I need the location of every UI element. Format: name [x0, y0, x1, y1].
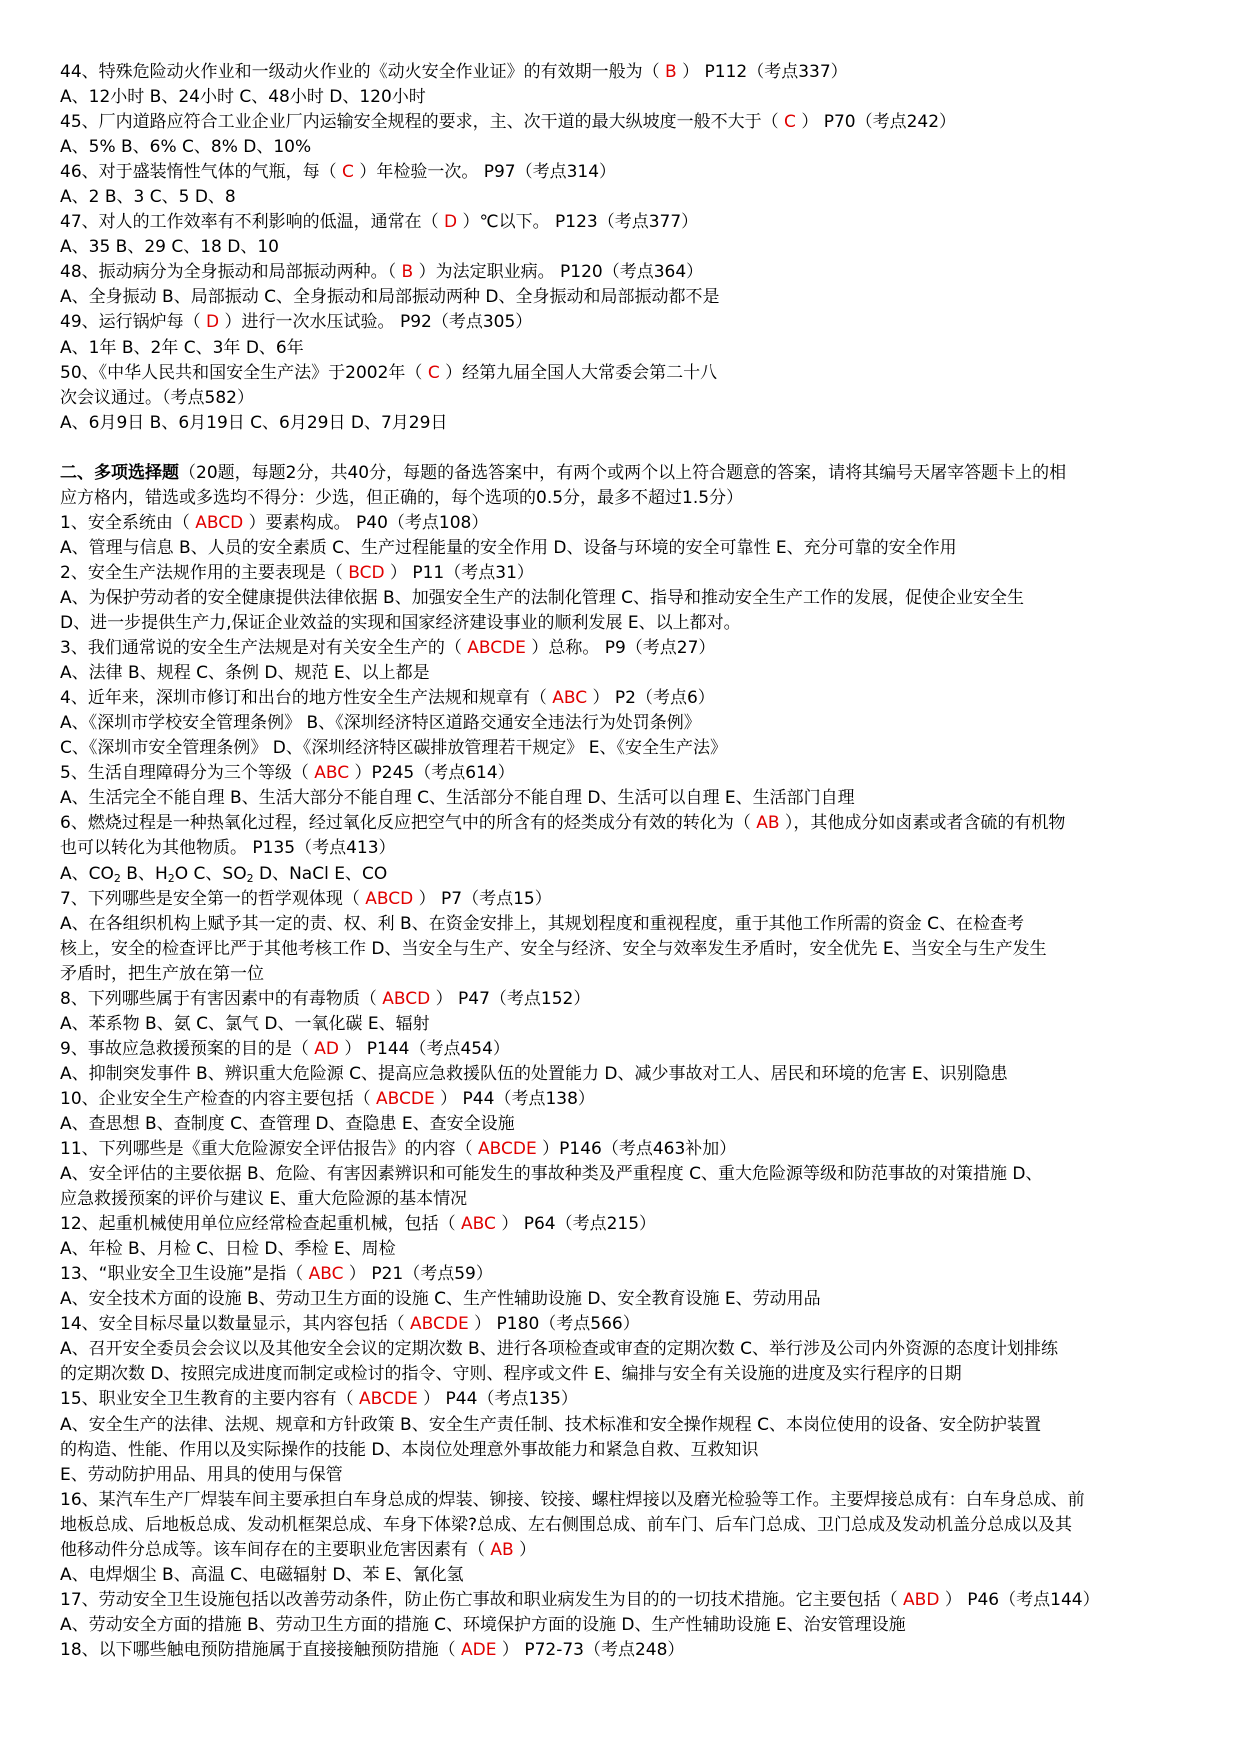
text-segment: （20题，每题2分，共40分，每题的备选答案中，有两个或两个以上符合题意的答案，请将其编号天屠宰答题卡上的相: [179, 462, 1067, 483]
text-segment: A、召开安全委员会会议以及其他安全会议的定期次数 B、进行各项检查或审查的定期次数 C、举行涉及公司内外资源的态度计划排练: [60, 1339, 1058, 1360]
text-segment: 16、某汽车生产厂焊装车间主要承担白车身总成的焊装、铆接、铰接、螺柱焊接以及磨光检验等工作。主要焊接总成有：白车身总成、前: [60, 1489, 1085, 1510]
text-line: [60, 887, 1200, 912]
text-line: [60, 1112, 1200, 1137]
answer-key: B: [401, 262, 414, 283]
answer-key: ABCDE: [359, 1389, 418, 1410]
answer-key: C: [427, 362, 440, 383]
text-line: [60, 110, 1200, 135]
text-segment: 11、下列哪些是《重大危险源安全评估报告》的内容（: [60, 1139, 479, 1160]
text-line: [60, 636, 1200, 661]
text-line: [60, 511, 1200, 536]
text-segment: A、安全技术方面的设施 B、劳动卫生方面的设施 C、生产性辅助设施 D、安全教育设施 E、劳动用品: [60, 1289, 821, 1310]
text-line: [60, 1513, 1200, 1538]
text-line: [60, 661, 1200, 686]
text-segment: 的构造、性能、作用以及实际操作的技能 D、本岗位处理意外事故能力和紧急自救、互救知识: [60, 1439, 759, 1460]
text-line: [60, 1212, 1200, 1237]
text-line: [60, 761, 1200, 786]
text-segment: E、劳动防护用品、用具的使用与保管: [60, 1464, 343, 1485]
text-line: [60, 461, 1200, 486]
text-segment: A、年检 B、月检 C、日检 D、季检 E、周检: [60, 1239, 396, 1260]
text-line: [60, 285, 1200, 310]
text-segment: A、法律 B、规程 C、条例 D、规范 E、以上都是: [60, 663, 430, 684]
text-segment: A、安全生产的法律、法规、规章和方针政策 B、安全生产责任制、技术标准和安全操作规程 C、本岗位使用的设备、安全防护装置: [60, 1414, 1041, 1435]
text-segment: 9、事故应急救援预案的目的是（: [60, 1038, 315, 1059]
text-segment: 核上，安全的检查评比严于其他考核工作 D、当安全与生产、安全与经济、安全与效率发生矛盾时，安全优先 E、当安全与生产发生: [60, 938, 1047, 959]
text-segment: ） P70（考点242）: [795, 112, 957, 133]
text-line: [60, 185, 1200, 210]
text-segment: 14、安全目标尽量以数量显示，其内容包括（: [60, 1314, 411, 1335]
answer-key: ABC: [461, 1214, 496, 1235]
text-line: [60, 611, 1200, 636]
answer-key: ABCDE: [376, 1088, 435, 1109]
text-segment: A、2 B、3 C、5 D、8: [60, 187, 236, 208]
text-segment: 18、以下哪些触电预防措施属于直接接触预防措施（: [60, 1639, 462, 1660]
text-segment: C、《深圳市安全管理条例》 D、《深圳经济特区碳排放管理若干规定》 E、《安全生产法》: [60, 738, 728, 759]
text-line: [60, 1137, 1200, 1162]
document-page: [60, 60, 1200, 1663]
text-segment: 他移动件分总成等。该车间存在的主要职业危害因素有（: [60, 1539, 491, 1560]
text-line: [60, 486, 1200, 511]
text-segment: A、管理与信息 B、人员的安全素质 C、生产过程能量的安全作用 D、设备与环境的安全可靠性 E、充分可靠的安全作用: [60, 537, 957, 558]
text-segment: ） P144（考点454）: [338, 1038, 510, 1059]
text-line: [60, 135, 1200, 160]
text-segment: ）总称。 P9（考点27）: [525, 638, 716, 659]
text-segment: ）年检验一次。 P97（考点314）: [353, 162, 617, 183]
text-line: [60, 1413, 1200, 1438]
answer-key: ABCDE: [467, 638, 526, 659]
text-segment: 17、劳动安全卫生设施包括以改善劳动条件，防止伤亡事故和职业病发生为目的的一切技术措施。它主要包括（: [60, 1589, 904, 1610]
text-line: [60, 811, 1200, 836]
text-segment: 2、安全生产法规作用的主要表现是（: [60, 562, 349, 583]
subscript: 2: [113, 871, 121, 885]
text-line: [60, 1262, 1200, 1287]
text-line: [60, 937, 1200, 962]
text-segment: ）: [513, 1539, 537, 1560]
text-segment: A、劳动安全方面的措施 B、劳动卫生方面的措施 C、环境保护方面的设施 D、生产性辅助设施 E、治安管理设施: [60, 1614, 906, 1635]
answer-key: ABCDE: [478, 1139, 537, 1160]
answer-key: BCD: [348, 562, 385, 583]
text-line: [60, 586, 1200, 611]
text-segment: 6、燃烧过程是一种热氧化过程，经过氧化反应把空气中的所含有的烃类成分有效的转化为（: [60, 813, 757, 834]
text-segment: 也可以转化为其他物质。 P135（考点413）: [60, 838, 396, 859]
answer-key: ABC: [308, 1264, 344, 1285]
text-segment: 的定期次数 D、按照完成进度而制定或检讨的指令、守则、程序或文件 E、编排与安全有关设施的进度及实行程序的日期: [60, 1364, 962, 1385]
text-segment: ） P72-73（考点248）: [496, 1639, 685, 1660]
text-line: [60, 786, 1200, 811]
text-segment: ） P64（考点215）: [495, 1214, 657, 1235]
text-segment: ）P146（考点463补加）: [536, 1139, 737, 1160]
text-segment: A、6月9日 B、6月19日 C、6月29日 D、7月29日: [60, 412, 448, 433]
text-segment: 48、振动病分为全身振动和局部振动两种。（: [60, 262, 402, 283]
text-segment: 13、“职业安全卫生设施”是指（: [60, 1264, 309, 1285]
text-line: [60, 987, 1200, 1012]
text-segment: A、12小时 B、24小时 C、48小时 D、120小时: [60, 87, 426, 108]
answer-key: AB: [756, 813, 780, 834]
text-line: [60, 336, 1200, 361]
text-segment: 15、职业安全卫生教育的主要内容有（: [60, 1389, 360, 1410]
text-segment: 50、《中华人民共和国安全生产法》于2002年（: [60, 362, 428, 383]
text-segment: ）为法定职业病。 P120（考点364）: [413, 262, 704, 283]
text-line: [60, 1563, 1200, 1588]
answer-key: C: [784, 112, 796, 133]
text-segment: ），其他成分如卤素或者含硫的有机物: [779, 813, 1066, 834]
text-segment: ） P7（考点15）: [413, 888, 552, 909]
text-line: [60, 411, 1200, 436]
text-segment: ）℃以下。 P123（考点377）: [457, 212, 699, 233]
subscript: 2: [167, 871, 175, 885]
text-segment: ） P11（考点31）: [384, 562, 534, 583]
text-segment: D、NaCl E、CO: [253, 863, 388, 884]
blank-line: [60, 436, 1200, 461]
text-segment: 44、特殊危险动火作业和一级动火作业的《动火安全作业证》的有效期一般为（: [60, 62, 666, 82]
text-segment: 次会议通过。（考点582）: [60, 387, 254, 408]
text-segment: A、抑制突发事件 B、辨识重大危险源 C、提高应急救援队伍的处置能力 D、减少事故对工人、居民和环境的危害 E、识别隐患: [60, 1063, 1008, 1084]
text-line: [60, 1488, 1200, 1513]
text-line: [60, 1438, 1200, 1463]
text-line: [60, 686, 1200, 711]
text-line: [60, 862, 1200, 887]
text-line: [60, 561, 1200, 586]
text-segment: 应急救援预案的评价与建议 E、重大危险源的基本情况: [60, 1189, 468, 1210]
text-segment: ） P180（考点566）: [468, 1314, 640, 1335]
text-segment: ） P2（考点6）: [587, 688, 715, 709]
text-line: [60, 1162, 1200, 1187]
text-segment: B、H: [120, 863, 168, 884]
text-segment: O C、SO: [174, 863, 247, 884]
text-segment: ） P44（考点138）: [434, 1088, 595, 1109]
text-segment: 4、近年来，深圳市修订和出台的地方性安全生产法规和规章有（: [60, 688, 553, 709]
text-segment: 45、厂内道路应符合工业企业厂内运输安全规程的要求，主、次干道的最大纵坡度一般不大于（: [60, 112, 785, 133]
text-segment: 12、起重机械使用单位应经常检查起重机械，包括（: [60, 1214, 462, 1235]
text-line: [60, 1062, 1200, 1087]
answer-key: ABC: [314, 763, 350, 784]
text-segment: 8、下列哪些属于有害因素中的有毒物质（: [60, 988, 383, 1009]
text-line: [60, 1337, 1200, 1362]
answer-key: C: [342, 162, 354, 183]
text-line: [60, 711, 1200, 736]
subscript: 2: [246, 871, 254, 885]
text-line: [60, 536, 1200, 561]
text-line: [60, 1613, 1200, 1638]
text-line: [60, 235, 1200, 260]
text-line: [60, 1087, 1200, 1112]
text-line: [60, 1287, 1200, 1312]
text-segment: A、《深圳市学校安全管理条例》 B、《深圳经济特区道路交通安全违法行为处罚条例》: [60, 713, 701, 734]
text-segment: A、生活完全不能自理 B、生活大部分不能自理 C、生活部分不能自理 D、生活可以自理 E、生活部门自理: [60, 788, 855, 809]
text-segment: A、35 B、29 C、18 D、10: [60, 237, 279, 258]
text-segment: ） P21（考点59）: [343, 1264, 493, 1285]
text-segment: ）经第九届全国人大常委会第二十八: [439, 362, 718, 383]
answer-key: AD: [314, 1038, 339, 1059]
text-line: [60, 1037, 1200, 1062]
answer-key: ABC: [552, 688, 588, 709]
answer-key: AB: [490, 1539, 514, 1560]
text-segment: A、在各组织机构上赋予其一定的责、权、利 B、在资金安排上，其规划程度和重视程度，重于其他工作所需的资金 C、在检查考: [60, 913, 1024, 934]
text-segment: A、查思想 B、查制度 C、查管理 D、查隐患 E、查安全设施: [60, 1113, 515, 1134]
text-line: [60, 1538, 1200, 1563]
text-line: [60, 60, 1200, 85]
text-segment: 3、我们通常说的安全生产法规是对有关安全生产的（: [60, 638, 468, 659]
text-segment: 49、运行锅炉每（: [60, 312, 207, 333]
text-line: [60, 1638, 1200, 1663]
text-segment: ）P245（考点614）: [349, 763, 515, 784]
answer-key: B: [665, 62, 677, 82]
text-line: [60, 160, 1200, 185]
text-line: [60, 912, 1200, 937]
text-line: [60, 361, 1200, 386]
answer-key: ABCD: [195, 512, 244, 533]
text-segment: 矛盾时，把生产放在第一位: [60, 963, 264, 984]
answer-key: ABCD: [382, 988, 431, 1009]
text-segment: 应方格内，错选或多选均不得分：少选，但正确的，每个选项的0.5分，最多不超过1.5分）: [60, 487, 744, 508]
text-line: [60, 1237, 1200, 1262]
text-line: [60, 1588, 1200, 1613]
text-line: [60, 1187, 1200, 1212]
answer-key: D: [206, 312, 220, 333]
text-line: [60, 1463, 1200, 1488]
text-segment: ） P47（考点152）: [430, 988, 591, 1009]
text-segment: A、电焊烟尘 B、高温 C、电磁辐射 D、苯 E、氰化氢: [60, 1564, 464, 1585]
text-line: [60, 210, 1200, 235]
answer-key: ABCDE: [410, 1314, 469, 1335]
text-segment: ） P112（考点337）: [676, 62, 848, 82]
text-segment: 10、企业安全生产检查的内容主要包括（: [60, 1088, 377, 1109]
answer-key: ABCD: [365, 888, 414, 909]
text-line: [60, 736, 1200, 761]
text-segment: 46、对于盛装惰性气体的气瓶，每（: [60, 162, 343, 183]
text-segment: A、CO: [60, 863, 114, 884]
text-line: [60, 962, 1200, 987]
text-line: [60, 386, 1200, 411]
text-segment: A、苯系物 B、氨 C、氯气 D、一氧化碳 E、辐射: [60, 1013, 430, 1034]
text-segment: 47、对人的工作效率有不利影响的低温，通常在（: [60, 212, 445, 233]
answer-key: ABD: [903, 1589, 940, 1610]
text-segment: 7、下列哪些是安全第一的哲学观体现（: [60, 888, 366, 909]
text-line: [60, 85, 1200, 110]
text-segment: 1、安全系统由（: [60, 512, 196, 533]
text-line: [60, 1012, 1200, 1037]
answer-key: D: [444, 212, 458, 233]
answer-key: ADE: [461, 1639, 497, 1660]
text-line: [60, 1387, 1200, 1412]
section-heading: 二、多项选择题: [60, 462, 179, 483]
text-line: [60, 1312, 1200, 1337]
text-line: [60, 836, 1200, 861]
text-segment: A、1年 B、2年 C、3年 D、6年: [60, 337, 304, 358]
text-segment: ） P46（考点144）: [939, 1589, 1100, 1610]
text-segment: A、安全评估的主要依据 B、危险、有害因素辨识和可能发生的事故种类及严重程度 C、重大危险源等级和防范事故的对策措施 D、: [60, 1164, 1043, 1185]
text-segment: 地板总成、后地板总成、发动机框架总成、车身下体梁?总成、左右侧围总成、前车门、后车门总成、卫门总成及发动机盖分总成以及其: [60, 1514, 1073, 1535]
text-segment: ） P44（考点135）: [417, 1389, 578, 1410]
text-segment: A、全身振动 B、局部振动 C、全身振动和局部振动两种 D、全身振动和局部振动都不是: [60, 287, 720, 308]
text-line: [60, 310, 1200, 335]
text-segment: ）进行一次水压试验。 P92（考点305）: [219, 312, 533, 333]
text-line: [60, 1362, 1200, 1387]
text-segment: A、5% B、6% C、8% D、10%: [60, 137, 312, 158]
text-segment: A、为保护劳动者的安全健康提供法律依据 B、加强安全生产的法制化管理 C、指导和推动安全生产工作的发展，促使企业安全生: [60, 587, 1024, 608]
text-segment: 5、生活自理障碍分为三个等级（: [60, 763, 315, 784]
text-segment: ）要素构成。 P40（考点108）: [243, 512, 489, 533]
text-segment: D、进一步提供生产力,保证企业效益的实现和国家经济建设事业的顺利发展 E、以上都对。: [60, 613, 741, 634]
text-line: [60, 260, 1200, 285]
